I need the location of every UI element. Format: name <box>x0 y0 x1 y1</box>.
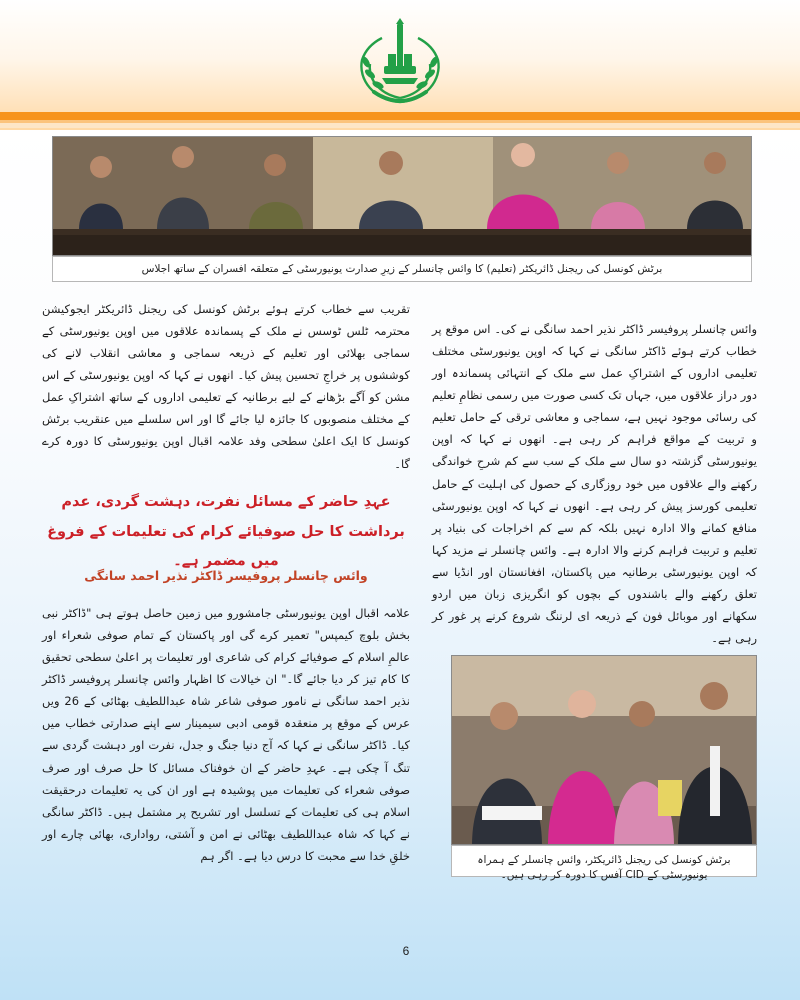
visit-photo <box>451 655 757 845</box>
university-logo <box>352 18 448 108</box>
intro-text: تقریب سے خطاب کرتے ہوئے برٹش کونسل کی ریجنل ڈائریکٹر ایجوکیشن محترمہ ٹلس ٹوسس نے ملک کے پسماندہ علاقوں میں اوپن یونیورسٹی کے سماجی بھلائی اور تعلیم کے ذریعہ سماجی و معاشی انقلاب لانے کی کوششوں پر خراجِ تحسین پیش کیا۔ انھوں نے کہا کہ اوپن یونیورسٹی کے اس مشن کو آگے بڑھانے کے لیے برطانیہ کے تعلیمی اداروں کے ساتھ اشتراکِ عمل کے مختلف منصوبوں کا جائزہ لیا جائے گا اور اس سلسلے میں عنقریب برٹش کونسل کا ایک اعلیٰ سطحی وفد علامہ اقبال اوپن یونیورسٹی کا دورہ کرے گا۔ <box>42 302 410 471</box>
page-number: 6 <box>402 944 410 958</box>
article-body-left <box>42 602 410 868</box>
body-text: علامہ اقبال اوپن یونیورسٹی جامشورو میں زمین حاصل ہوتے ہی "ڈاکٹر نبی بخش بلوچ کیمپس" تعمیر کرے گی اور پاکستان کے تمام صوفی شعراء اور عالمِ اسلام کے صوفیائے کرام کی شاعری اور تعلیمات پر اعلیٰ سطحی تحقیق کا کام تیز کر دیا جائے گا۔" ان خیالات کا اظہار وائس چانسلر پروفیسر ڈاکٹر نذیر احمد سانگی نے نامور صوفی شاعر شاہ عبداللطیف بھٹائی کے 26 ویں عرس کے موقع پر منعقدہ قومی ادبی سیمینار سے اپنے صدارتی خطاب میں کیا۔ ڈاکٹر سانگی نے کہا کہ آج دنیا جنگ و جدل، نفرت اور دہشت گردی سے تنگ آ چکی ہے۔ عہدِ حاضر کے ان خوفناک مسائل کا حل صرف اور صرف صوفی شعراء کی تعلیمات میں پوشیدہ ہے اور ان کی یہ تعلیمات درحقیقت اسلام ہی کی تعلیمات کے تسلسل اور تشریح پر مشتمل ہیں۔ ڈاکٹر سانگی نے کہا کہ شاہ عبداللطیف بھٹائی نے امن و آشتی، رواداری، بھائی چارے اور خلقِ خدا سے محبت کا درس دیا ہے۔ اگر ہم <box>42 606 410 863</box>
header-stripe <box>0 123 800 128</box>
body-text: وائس چانسلر پروفیسر ڈاکٹر نذیر احمد سانگی نے کی۔ اس موقع پر خطاب کرتے ہوئے ڈاکٹر سانگی نے کہا کہ اوپن یونیورسٹی مختلف تعلیمی اداروں کے اشتراکِ عمل سے ملک کے انتہائی پسماندہ اور دور دراز علاقوں میں، جہاں تک کسی صورت میں رسمی نظامِ تعلیم کی رسائی موجود نہیں ہے، سماجی و معاشی ترقی کے حامل تعلیم و تربیت کے مواقع فراہم کر رہی ہے۔ انھوں نے کہا کہ اوپن یونیورسٹی گزشتہ دو سال سے ملک کے سب سے کم شرحِ خواندگی رکھنے والے علاقوں میں خود روزگاری کے حصول کی اہلیت کے حامل تعلیمی کورسز پیش کر رہی ہے۔ انھوں نے کہا کہ اوپن یونیورسٹی منافع کمانے والا ادارہ نہیں بلکہ کم سے کم اخراجات کی بنیاد پر تعلیم و تربیت فراہم کرنے والا ادارہ ہے۔ وائس چانسلر نے مزید کہا کہ اوپن یونیورسٹی برطانیہ میں پاکستان، افغانستان اور انڈیا سے تعلق رکھنے والے باشندوں کے بچوں کو انگریزی زبان میں اردو سکھانے اور موبائل فون کے ذریعہ ای لرننگ شروع کرنے پر غور کر رہی ہے۔ <box>431 322 757 646</box>
intro-paragraph <box>42 298 410 476</box>
article-body-right <box>432 318 757 650</box>
article-byline: وائس چانسلر پروفیسر ڈاکٹر نذیر احمد سانگی <box>84 568 368 583</box>
article-headline: عہدِ حاضر کے مسائل نفرت، دہشت گردی، عدم برداشت کا حل صوفیائے کرام کی تعلیمات کے فروغ میں مضمر ہے۔ <box>47 494 405 570</box>
header-stripe <box>0 112 800 120</box>
meeting-photo <box>52 136 752 256</box>
bottom-photo-caption: برٹش کونسل کی ریجنل ڈائریکٹر، وائس چانسلر کے ہمراہ یونیورسٹی کے CID آفس کا دورہ کر رہی ہیں۔ <box>451 845 757 877</box>
top-photo-caption: برٹش کونسل کی ریجنل ڈائریکٹر (تعلیم) کا وائس چانسلر کے زیرِ صدارت یونیورسٹی کے متعلقہ افسران کے ساتھ اجلاس <box>52 256 752 282</box>
